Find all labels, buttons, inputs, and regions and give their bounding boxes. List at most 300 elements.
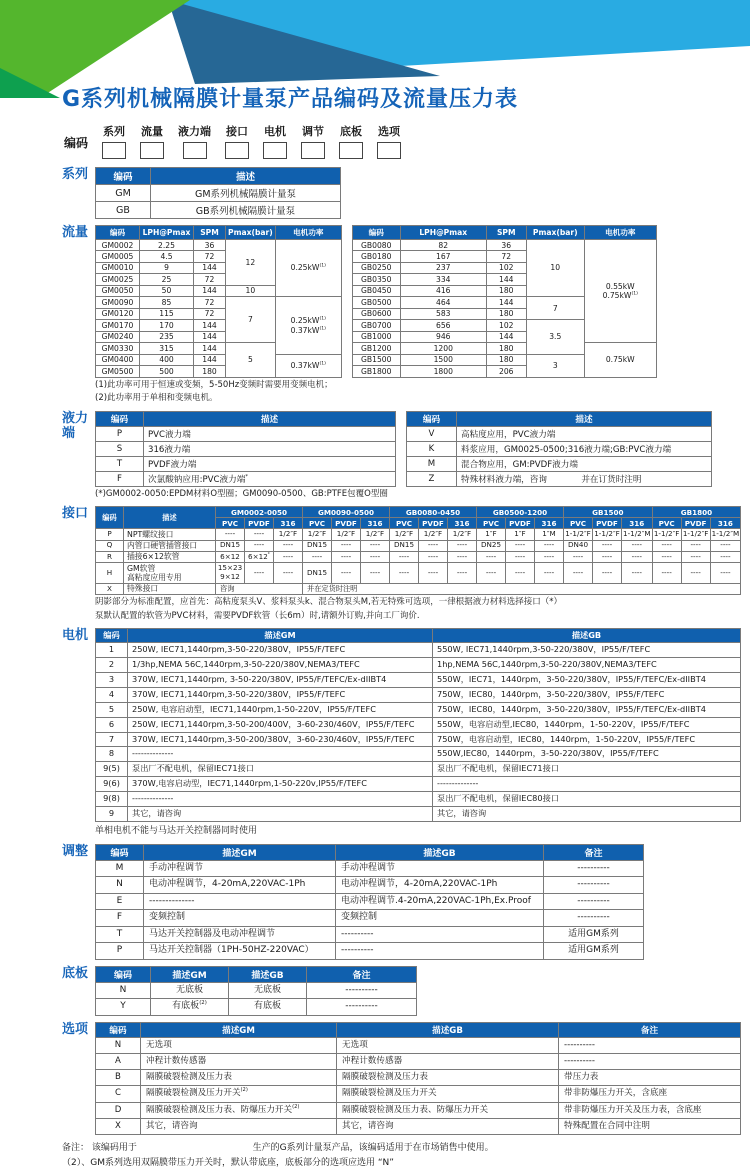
cell: 电动冲程调节，4-20mA,220VAC-1Ph	[336, 877, 544, 894]
cell: GB0600	[352, 308, 400, 319]
cell: 25	[140, 274, 194, 285]
table-row	[96, 732, 741, 747]
cell: 206	[486, 366, 526, 377]
cell: 无选项	[141, 1037, 337, 1053]
header-cell: LPH@Pmax	[140, 226, 194, 240]
cell: N	[96, 982, 151, 999]
table-row	[96, 643, 741, 658]
header-cell: 描述	[457, 411, 712, 426]
cell: GB1200	[352, 343, 400, 354]
cell: 隔膜破裂检测及压力表、防爆压力开关$^{(2)}$	[141, 1102, 337, 1118]
cell: GB0450	[352, 285, 400, 296]
cell: ----	[274, 563, 303, 584]
cell: 并在定货时注明	[303, 583, 741, 594]
cell: ----	[361, 540, 390, 551]
footer-note-label: 备注：	[62, 1143, 90, 1154]
cell: 144	[486, 297, 526, 308]
cell: 9	[140, 262, 194, 273]
flow-note-2: (2)此功率用于单相和变频电机。	[95, 393, 218, 404]
table-row	[96, 860, 644, 877]
code-field-label: 调节	[302, 125, 325, 138]
cell: ----------	[559, 1053, 741, 1069]
cell: ----	[681, 540, 710, 551]
interface-table	[95, 506, 741, 595]
cell: GM0500	[96, 366, 140, 377]
page-title: G系列机械隔膜计量泵产品编码及流量压力表	[62, 87, 519, 112]
table-row	[96, 240, 342, 251]
cell: 72	[486, 251, 526, 262]
table-row	[96, 1119, 741, 1135]
cell: GM0002	[96, 240, 140, 251]
cell: 550W,IEC80，1440rpm，3-50-220/380V，IP55/F/TEFC	[433, 747, 741, 762]
table-row	[96, 540, 741, 551]
code-field-base	[339, 123, 363, 159]
cell: 1200	[400, 343, 486, 354]
cell: S	[96, 441, 144, 456]
cell: 2.25	[140, 240, 194, 251]
cell: 5	[96, 702, 128, 717]
cell: X	[96, 1119, 141, 1135]
flow-note-1: (1)此功率可用于恒速或变频，5-50Hz变频时需要用变频电机；	[95, 379, 333, 390]
table-row	[96, 999, 417, 1016]
cell: 583	[400, 308, 486, 319]
cell: GM0400	[96, 354, 140, 365]
cell: 3	[526, 354, 584, 377]
cell: 12	[226, 240, 276, 286]
cell: ----	[652, 563, 681, 584]
cell: 370W, IEC71,1440rpm,3-50-220/380V，IP55/F/TEFC	[128, 687, 433, 702]
cell: 370W, IEC71,1440rpm,3-50-200/380V，3-60-230/460V，IP55/F/TEFC	[128, 732, 433, 747]
cell: DN25	[477, 540, 506, 551]
cell: 144	[486, 331, 526, 342]
table-row	[96, 673, 741, 688]
series-section	[62, 167, 744, 219]
table-row	[96, 507, 741, 518]
table-row	[407, 456, 712, 471]
cell: M	[96, 860, 144, 877]
cell: GB	[96, 202, 151, 219]
cell: 冲程计数传感器	[141, 1053, 337, 1069]
cell: 手动冲程调节	[144, 860, 336, 877]
cell: 82	[400, 240, 486, 251]
header-cell: PVC	[303, 518, 332, 529]
cell: 特殊配置在合同中注明	[559, 1119, 741, 1135]
cell: 马达开关控制器（1PH-50HZ-220VAC）	[144, 943, 336, 960]
footer-note-part1: 该编码用于	[91, 1143, 137, 1154]
cell: ----	[390, 563, 419, 584]
cell: --------------	[433, 777, 741, 792]
table-row	[96, 702, 741, 717]
header-cell: 描述GM	[141, 1022, 337, 1037]
cell: 其它，请咨询	[433, 807, 741, 822]
cell: 冲程计数传感器	[337, 1053, 559, 1069]
cell: 5	[226, 343, 276, 377]
cell: GM0120	[96, 308, 140, 319]
table-row	[352, 240, 656, 251]
flow-section	[62, 225, 744, 405]
cell: ----	[332, 563, 361, 584]
cell: 180	[194, 366, 226, 377]
header-cell: 描述GB	[433, 629, 741, 643]
header-cell: 描述	[144, 411, 396, 426]
cell: 946	[400, 331, 486, 342]
cell: 9	[96, 807, 128, 822]
header-cell: PVDF	[506, 518, 535, 529]
footer-note-part2: 生产的G系列计量泵产品，该编码适用于在市场销售中使用。	[252, 1143, 494, 1154]
table-row	[96, 943, 644, 960]
cell: 180	[486, 343, 526, 354]
cell: GB0180	[352, 251, 400, 262]
cell: F	[96, 910, 144, 927]
cell: 315	[140, 343, 194, 354]
header-cell: GM0002-0050	[216, 507, 303, 518]
base-section	[62, 966, 744, 1016]
cell: 带非防爆压力开关，含底座	[559, 1086, 741, 1102]
cell: P	[96, 529, 124, 540]
code-box	[263, 142, 287, 159]
table-row	[96, 877, 644, 894]
series-section-label: 系列	[62, 167, 89, 182]
cell: 6×12*	[245, 551, 274, 562]
table-row	[96, 926, 644, 943]
code-box	[301, 142, 325, 159]
code-box	[377, 142, 401, 159]
cell: 7	[226, 297, 276, 343]
header-cell: 编码	[407, 411, 457, 426]
code-field-interface	[225, 123, 249, 159]
cell: 36	[194, 240, 226, 251]
header-cell: PVC	[477, 518, 506, 529]
table-row	[96, 717, 741, 732]
coding-row	[64, 123, 744, 159]
hydraulic-section	[62, 411, 744, 500]
cell: 6×12	[216, 551, 245, 562]
cell: GM0170	[96, 320, 140, 331]
adjust-section-label: 调整	[62, 843, 89, 859]
table-row	[96, 792, 741, 807]
header-cell: PVC	[564, 518, 593, 529]
cell: 高粘度应用，PVC液力端	[457, 426, 712, 441]
code-field-label: 系列	[103, 125, 126, 138]
cell: 手动冲程调节	[336, 860, 544, 877]
header-cell: SPM	[194, 226, 226, 240]
cell: ----	[477, 563, 506, 584]
cell: R	[96, 551, 124, 562]
cell: 115	[140, 308, 194, 319]
cell: GB0080	[352, 240, 400, 251]
cell: 1	[96, 643, 128, 658]
table-row	[96, 354, 342, 365]
code-field-series	[102, 123, 126, 159]
code-field-motor	[263, 123, 287, 159]
motor-note: 单相电机不能与马达开关控制器同时使用	[95, 825, 258, 836]
table-row	[407, 411, 712, 426]
cell: 带非防爆压力开关及压力表，含底座	[559, 1102, 741, 1118]
header-cell: PVDF	[245, 518, 274, 529]
cell: ----	[622, 540, 653, 551]
cell: 550W，IEC71，1440rpm，3-50-220/380V，IP55/F/TEFC/Ex-dIIBT4	[433, 673, 741, 688]
cell: Q	[96, 540, 124, 551]
cell: 1500	[400, 354, 486, 365]
table-row	[96, 1022, 741, 1037]
header-cell: GB0500-1200	[477, 507, 564, 518]
cell: GB1800	[352, 366, 400, 377]
header-cell: GB0080-0450	[390, 507, 477, 518]
table-row	[407, 426, 712, 441]
cell: GB1000	[352, 331, 400, 342]
cell: 144	[194, 262, 226, 273]
cell: 167	[400, 251, 486, 262]
cell: 102	[486, 320, 526, 331]
cell: 550W, IEC71,1440rpm,3-50-220/380V，IP55/F/TEFC	[433, 643, 741, 658]
table-row	[96, 456, 396, 471]
cell: 1/2″F	[448, 529, 477, 540]
cell: GM0050	[96, 285, 140, 296]
base-section-label: 底板	[62, 965, 89, 981]
cell: 泵出厂不配电机，保留IEC71接口	[128, 762, 433, 777]
cell: ----	[332, 540, 361, 551]
cell: ----	[419, 540, 448, 551]
cell: ----	[274, 551, 303, 562]
cell: GM0240	[96, 331, 140, 342]
table-row	[96, 529, 741, 540]
cell: 180	[486, 354, 526, 365]
cell: X	[96, 583, 124, 594]
hydraulic-right-table	[406, 411, 712, 487]
cell: 1800	[400, 366, 486, 377]
cell: 适用GM系列	[544, 943, 644, 960]
coding-fields	[102, 123, 401, 159]
motor-section	[62, 628, 744, 837]
header-cell: 编码	[96, 844, 144, 860]
cell: 1-1/2″M	[623, 529, 651, 539]
cell: ----	[506, 551, 535, 562]
header-cell: 电机功率	[584, 226, 656, 240]
table-row	[96, 910, 644, 927]
cell: GM	[96, 185, 151, 202]
cell: 其它，请咨询	[141, 1119, 337, 1135]
table-row	[96, 563, 741, 584]
hydraulic-left-table	[95, 411, 396, 487]
header-cell: 电机功率	[275, 226, 341, 240]
cell: 144	[486, 274, 526, 285]
header-cell: PVDF	[332, 518, 361, 529]
cell: 250W, IEC71,1440rpm,3-50-220/380V，IP55/F/TEFC	[128, 643, 433, 658]
table-row	[96, 1053, 741, 1069]
cell: K	[407, 441, 457, 456]
header-cell: PVC	[390, 518, 419, 529]
cell: 1-1/2″F	[653, 529, 680, 539]
cell: --------------	[144, 893, 336, 910]
cell: 4.5	[140, 251, 194, 262]
header-cell: 编码	[96, 629, 128, 643]
cell: 400	[140, 354, 194, 365]
cell: N	[96, 877, 144, 894]
cell: 72	[194, 308, 226, 319]
header-cell: 编码	[96, 1022, 141, 1037]
cell: B	[96, 1070, 141, 1086]
cell: 170	[140, 320, 194, 331]
cell: P	[96, 426, 144, 441]
header-cell: SPM	[486, 226, 526, 240]
table-row	[96, 982, 417, 999]
page-content	[62, 82, 744, 1170]
cell: ----	[593, 563, 622, 584]
cell: 2	[96, 658, 128, 673]
cell: 144	[194, 354, 226, 365]
cell: ----	[361, 563, 390, 584]
cell: 混合物应用，GM:PVDF液力端	[457, 456, 712, 471]
cell: 1/2″F	[390, 529, 419, 540]
header-cell: PVDF	[419, 518, 448, 529]
cell: C	[96, 1086, 141, 1102]
cell: ----	[710, 563, 741, 584]
cell: 1″F	[477, 529, 506, 540]
cell: 次氯酸钠应用:PVC液力端*	[144, 471, 396, 486]
cell: 144	[194, 285, 226, 296]
cell: 1″F	[506, 529, 535, 540]
cell: 1/2″F	[332, 529, 361, 540]
code-field-label: 选项	[378, 125, 401, 138]
header-cell: 编码	[96, 966, 151, 982]
cell: 0.55kW $0.75kW^{(1)}$	[584, 240, 656, 343]
cell: ----	[245, 529, 274, 540]
table-row	[96, 966, 417, 982]
cell: GM0005	[96, 251, 140, 262]
coding-label: 编码	[64, 136, 89, 150]
cell: ----	[652, 551, 681, 562]
cell: 250W, IEC71,1440rpm,3-50-200/400V，3-60-230/460V，IP55/F/TEFC	[128, 717, 433, 732]
cell: DN15	[303, 540, 332, 551]
header-cell: 描述GB	[229, 966, 307, 982]
cell: ----	[419, 551, 448, 562]
header-cell: GB1500	[564, 507, 653, 518]
code-box	[339, 142, 363, 159]
cell: 6	[96, 717, 128, 732]
table-row	[96, 777, 741, 792]
adjust-section	[62, 844, 744, 960]
table-row	[352, 226, 656, 240]
cell: 1-1/2″F	[682, 529, 709, 539]
cell: T	[96, 926, 144, 943]
cell: $0.25kW^{(1)}$	[275, 240, 341, 297]
cell: GB0250	[352, 262, 400, 273]
options-section-label: 选项	[62, 1021, 89, 1037]
cell: 1-1/2″F	[565, 529, 591, 539]
cell: 马达开关控制器及电动冲程调节	[144, 926, 336, 943]
cell: 隔膜破裂检测及压力开关	[337, 1086, 559, 1102]
table-row	[407, 441, 712, 456]
cell: ----	[303, 551, 332, 562]
cell: 102	[486, 262, 526, 273]
cell: 1/2″F	[303, 529, 332, 540]
cell: 370W, IEC71,1440rpm, 3-50-220/380V, IP55/F/TEFC/Ex-dIIBT4	[128, 673, 433, 688]
cell: ----------	[336, 943, 544, 960]
cell: ----	[652, 540, 681, 551]
cell: D	[96, 1102, 141, 1118]
code-field-label: 液力端	[178, 125, 212, 138]
cell: ----	[245, 563, 274, 584]
header-cell: 316	[361, 518, 390, 529]
cell: ----	[448, 540, 477, 551]
cell: 50	[140, 285, 194, 296]
cell: 带压力表	[559, 1070, 741, 1086]
cell: ----	[506, 540, 535, 551]
cell: 316液力端	[144, 441, 396, 456]
cell: 1/3hp,NEMA 56C,1440rpm,3-50-220/380V,NEMA3/TEFC	[128, 658, 433, 673]
cell: 7	[526, 297, 584, 320]
interface-section	[62, 506, 744, 622]
cell: 料浆应用，GM0025-0500;316液力端;GB:PVC液力端	[457, 441, 712, 456]
cell: $0.25kW^{(1)}$ $0.37kW^{(1)}$	[275, 297, 341, 354]
cell: H	[96, 563, 124, 584]
table-row	[96, 1086, 741, 1102]
header-cell: PVC	[216, 518, 245, 529]
cell: 变频控制	[336, 910, 544, 927]
cell: ----------	[544, 877, 644, 894]
table-row	[96, 411, 396, 426]
header-cell: 描述	[124, 507, 216, 529]
cell: ----	[419, 563, 448, 584]
cell: 144	[194, 343, 226, 354]
cell: ----	[361, 551, 390, 562]
cell: V	[407, 426, 457, 441]
cell: ----	[564, 563, 593, 584]
header-cell: PVDF	[593, 518, 622, 529]
table-row	[96, 1070, 741, 1086]
cell: 隔膜破裂检测及压力表	[141, 1070, 337, 1086]
cell: --------------	[128, 792, 433, 807]
cell: 其它，请咨询	[128, 807, 433, 822]
cell: PVDF液力端	[144, 456, 396, 471]
hydraulic-footnote: (*)GM0002-0050:EPDM材料O型圈；GM0090-0500、GB:PTFE包覆O型圈	[95, 488, 388, 499]
cell: GB0350	[352, 274, 400, 285]
cell: 550W，电容启动型,IEC80，1440rpm，1-50-220V，IP55/F/TEFC	[433, 717, 741, 732]
cell: 有底板	[229, 999, 307, 1016]
cell: GB0700	[352, 320, 400, 331]
cell: ----	[477, 551, 506, 562]
cell: ----	[332, 551, 361, 562]
cell: DN15	[216, 540, 245, 551]
cell: 72	[194, 297, 226, 308]
cell: 内管口硬管插管接口	[124, 540, 216, 551]
header-cell: 316	[448, 518, 477, 529]
cell: GB1500	[352, 354, 400, 365]
header-cell: PVC	[652, 518, 681, 529]
cell: 334	[400, 274, 486, 285]
cell: A	[96, 1053, 141, 1069]
table-row	[96, 297, 342, 308]
cell: E	[96, 893, 144, 910]
cell: ----	[274, 540, 303, 551]
header-cell: 备注	[544, 844, 644, 860]
cell: GM0090	[96, 297, 140, 308]
cell: ----------	[307, 982, 417, 999]
cell: 750W，IEC80，1440rpm，3-50-220/380V，IP55/F/TEFC	[433, 687, 741, 702]
code-field-flow	[140, 123, 164, 159]
cell: ----	[448, 551, 477, 562]
cell: GM0025	[96, 274, 140, 285]
footer-note-2: （2）、GM系列选用双隔膜带压力开关时，默认带底座，底板部分的选项应选用 “N”	[62, 1157, 394, 1168]
cell: 泵出厂不配电机，保留IEC71接口	[433, 762, 741, 777]
cell: ----	[622, 551, 653, 562]
cell: 3.5	[526, 320, 584, 354]
table-row	[96, 202, 341, 219]
cell: 其它，请咨询	[337, 1119, 559, 1135]
table-row	[96, 583, 741, 594]
header-cell: 描述GM	[144, 844, 336, 860]
cell: ----	[535, 540, 564, 551]
